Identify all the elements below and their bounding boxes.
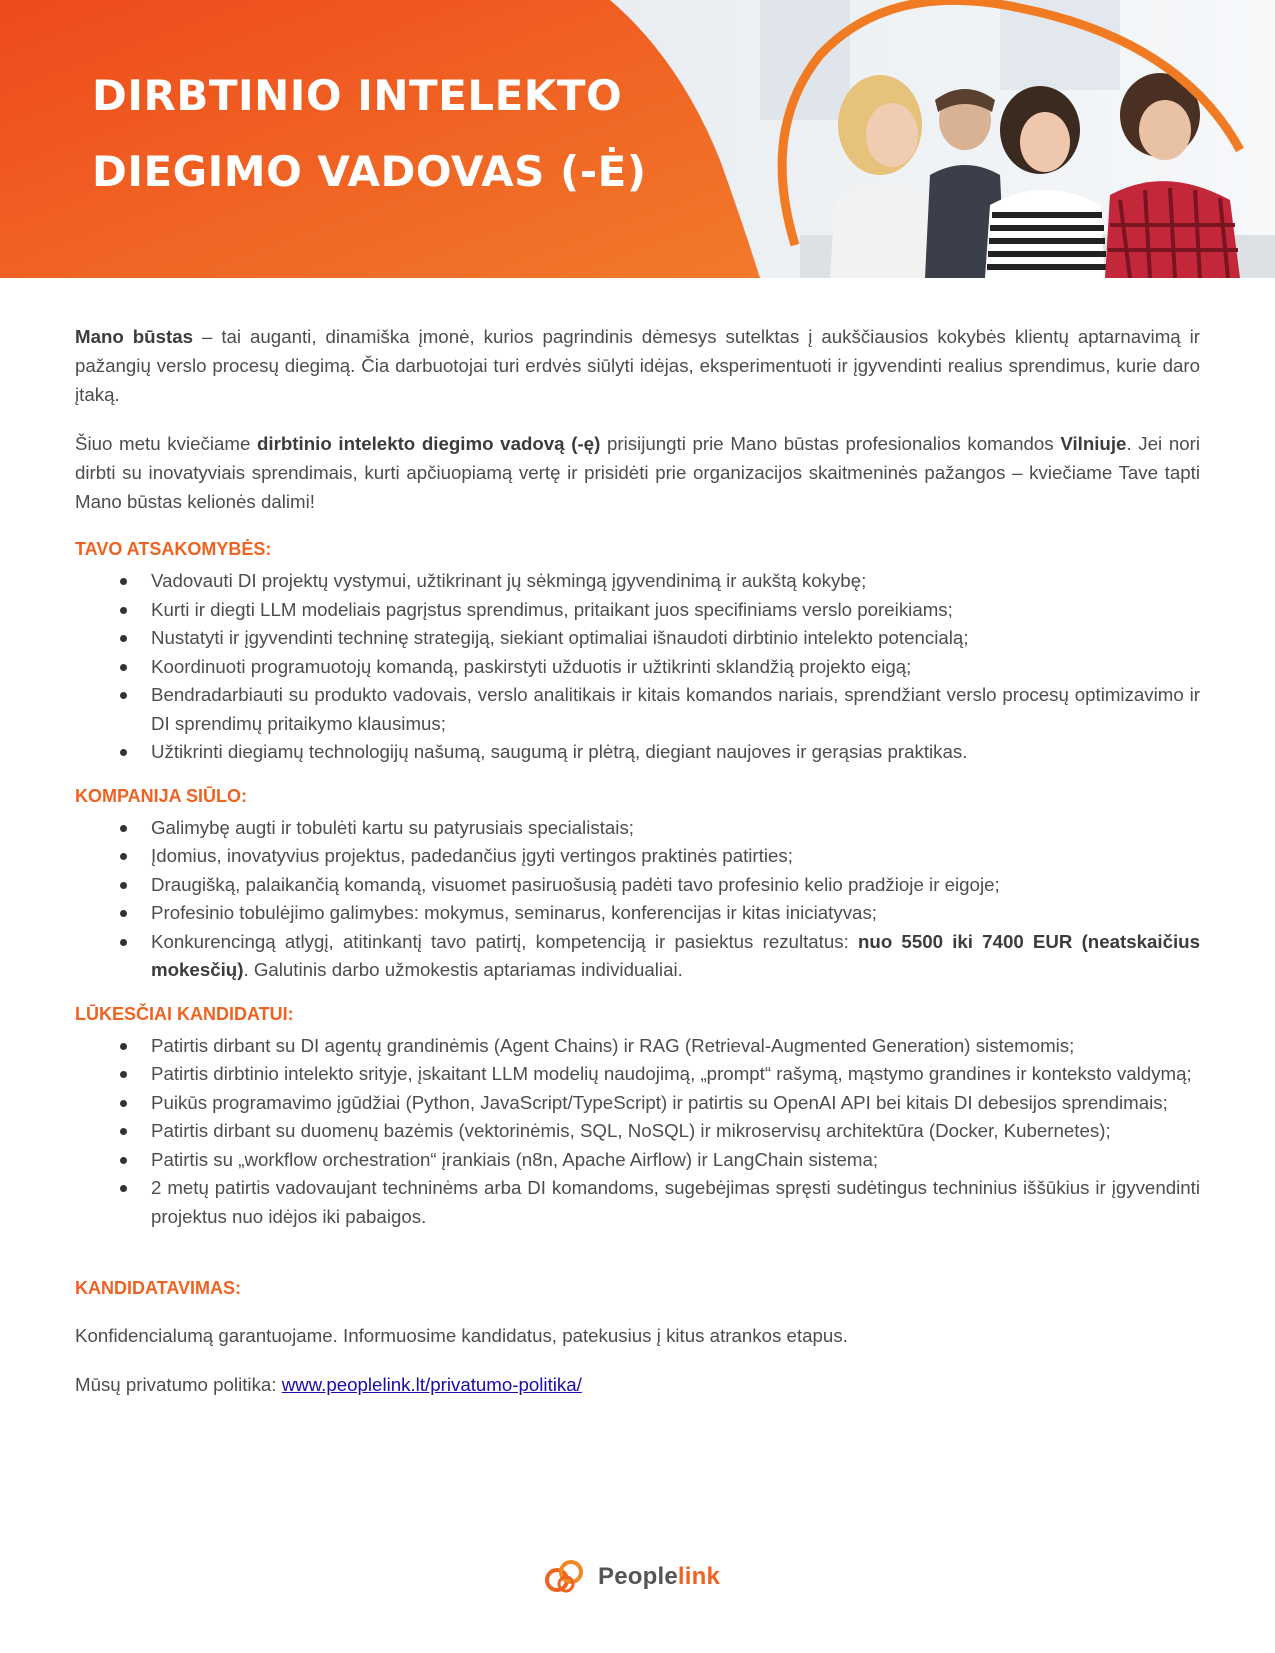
list-item: Profesinio tobulėjimo galimybes: mokymus, seminarus, konferencijas ir kitas iniciatyvas;	[75, 899, 1200, 928]
logo-word-people: People	[598, 1563, 678, 1590]
list-item: Patirtis dirbtinio intelekto srityje, įskaitant LLM modelių naudojimą, „prompt“ rašymą, mąstymo grandines ir konteksto valdymą;	[75, 1060, 1200, 1089]
list-item: Galimybę augti ir tobulėti kartu su patyrusiais specialistais;	[75, 814, 1200, 843]
list-item: Draugišką, palaikančią komandą, visuomet pasiruošusią padėti tavo profesinio kelio pradžioje ir eigoje;	[75, 871, 1200, 900]
logo-wordmark	[598, 1563, 720, 1591]
intro-text-2c: . Jei nori dirbti su inovatyviais sprendimais, kurti apčiuopiamą vertę ir prisidėti prie organizacijos skaitmeninės pažangos – kviečiame Tave tapti Mano būstas kelionės dalimi!	[75, 433, 1200, 512]
application-heading: KANDIDATAVIMAS:	[75, 1278, 241, 1298]
peoplelink-logo-icon	[544, 1558, 586, 1596]
list-item: Nustatyti ir įgyvendinti techninę strategiją, siekiant optimaliai išnaudoti dirbtinio intelekto potencialą;	[75, 624, 1200, 653]
title-line-2: DIEGIMO VADOVAS (-Ė)	[92, 147, 647, 196]
peoplelink-logo	[544, 1558, 720, 1596]
page-title	[92, 58, 647, 210]
salary-prefix: Konkurencingą atlygį, atitinkantį tavo patirtį, kompetenciją ir pasiektus rezultatus:	[151, 930, 858, 952]
list-item: Patirtis su „workflow orchestration“ įrankiais (n8n, Apache Airflow) ir LangChain sistema;	[75, 1146, 1200, 1175]
list-item: Kurti ir diegti LLM modeliais pagrįstus sprendimus, pritaikant juos specifiniams verslo poreikiams;	[75, 596, 1200, 625]
intro-paragraph-1	[75, 322, 1200, 409]
list-item: Puikūs programavimo įgūdžiai (Python, JavaScript/TypeScript) ir patirtis su OpenAI API bei kitais DI debesijos sprendimais;	[75, 1089, 1200, 1118]
responsibilities-heading: TAVO ATSAKOMYBĖS:	[75, 539, 272, 559]
list-item: Užtikrinti diegiamų technologijų našumą, saugumą ir plėtrą, diegiant naujoves ir gerąsias praktikas.	[75, 738, 1200, 767]
title-line-1: DIRBTINIO INTELEKTO	[92, 71, 623, 120]
intro-text-2a: Šiuo metu kviečiame	[75, 433, 257, 454]
confidentiality-text: Konfidencialumą garantuojame. Informuosime kandidatus, patekusius į kitus atrankos etapus.	[75, 1325, 848, 1346]
expectations-list	[75, 1032, 1200, 1232]
salary-item	[75, 928, 1200, 985]
role-name: dirbtinio intelekto diegimo vadovą (-ę)	[257, 433, 601, 454]
intro-text-1: – tai auganti, dinamiška įmonė, kurios pagrindinis dėmesys sutelktas į aukščiausios kokybės klientų aptarnavimą ir pažangių verslo procesų diegimą. Čia darbuotojai turi erdvės siūlyti idėjas, eksperimentuoti ir įgyvendinti realius sprendimus, kurie daro įtaką.	[75, 326, 1200, 405]
list-item: 2 metų patirtis vadovaujant techninėms arba DI komandoms, sugebėjimas spręsti sudėtingus techninius iššūkius ir įgyvendinti projektus nuo idėjos iki pabaigos.	[75, 1174, 1200, 1231]
logo-word-link: link	[677, 1563, 721, 1590]
list-item: Vadovauti DI projektų vystymui, užtikrinant jų sėkmingą įgyvendinimą ir aukštą kokybę;	[75, 567, 1200, 596]
expectations-heading: LŪKESČIAI KANDIDATUI:	[75, 1003, 294, 1024]
list-item: Patirtis dirbant su duomenų bazėmis (vektorinėmis, SQL, NoSQL) ir mikroservisų architektūra (Docker, Kubernetes);	[75, 1117, 1200, 1146]
privacy-policy-line	[75, 1370, 1200, 1399]
privacy-policy-link[interactable]: www.peoplelink.lt/privatumo-politika/	[281, 1374, 582, 1395]
salary-suffix: . Galutinis darbo užmokestis aptariamas individualiai.	[243, 959, 683, 980]
list-item: Patirtis dirbant su DI agentų grandinėmis (Agent Chains) ir RAG (Retrieval-Augmented Generation) sistemomis;	[75, 1032, 1200, 1061]
list-item: Įdomius, inovatyvius projektus, padedančius įgyti vertingos praktinės patirties;	[75, 842, 1200, 871]
job-description	[75, 322, 1200, 1419]
offer-heading: KOMPANIJA SIŪLO:	[75, 785, 248, 806]
intro-text-2b: prisijungti prie Mano būstas profesionalios komandos	[600, 433, 1061, 454]
city-name: Vilniuje	[1060, 433, 1127, 454]
salary-range: nuo 5500 iki 7400 EUR (neatskaičius mokesčių)	[151, 930, 1200, 980]
company-name: Mano būstas	[75, 326, 193, 347]
intro-paragraph-2	[75, 429, 1200, 516]
header-banner	[0, 0, 1275, 278]
responsibilities-list	[75, 567, 1200, 767]
list-item: Koordinuoti programuotojų komandą, paskirstyti užduotis ir užtikrinti sklandžią projekto eigą;	[75, 653, 1200, 682]
offer-list	[75, 814, 1200, 985]
list-item: Bendradarbiauti su produkto vadovais, verslo analitikais ir kitais komandos nariais, sprendžiant verslo procesų optimizavimo ir DI sprendimų pritaikymo klausimus;	[75, 681, 1200, 738]
privacy-label: Mūsų privatumo politika:	[75, 1374, 282, 1395]
